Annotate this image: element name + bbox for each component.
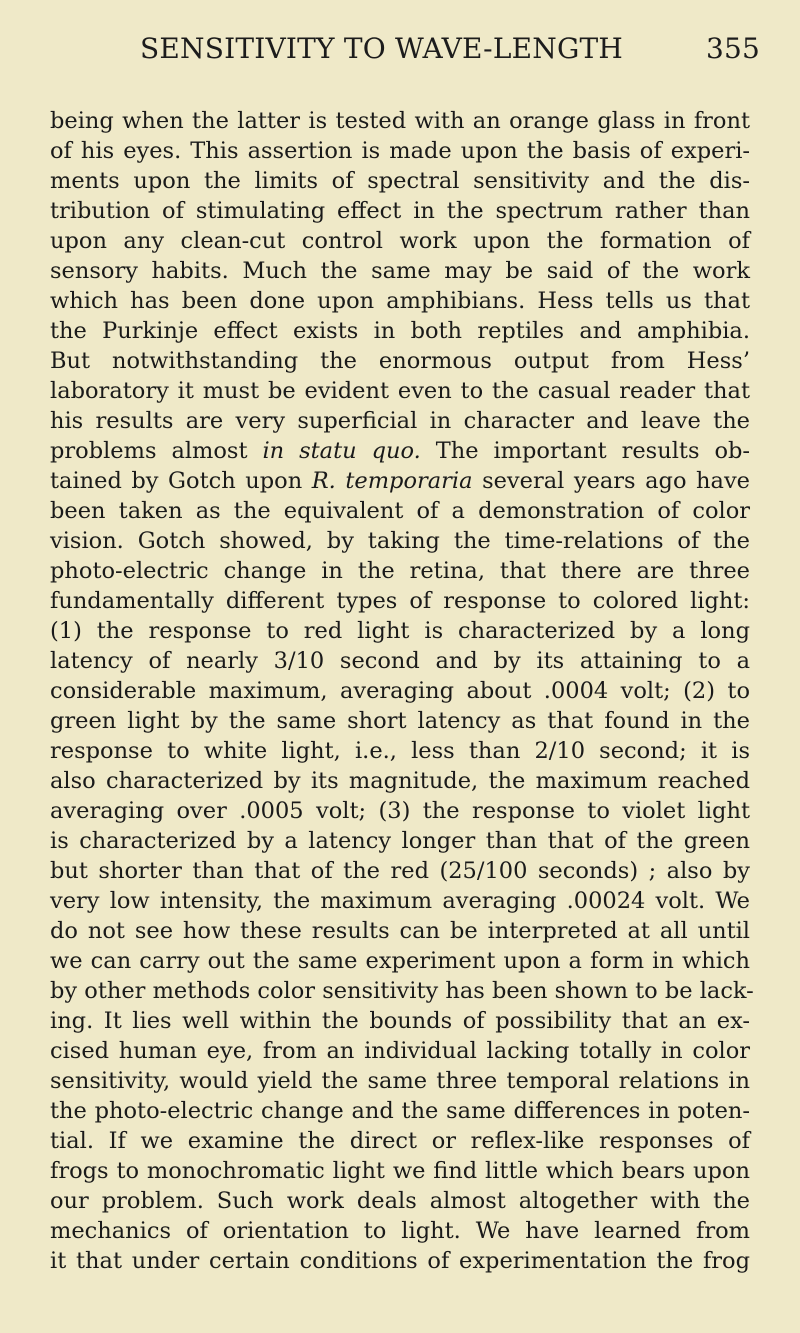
text-line: But notwithstanding the enormous output from Hess’ — [50, 348, 750, 374]
italic-phrase: in statu quo. — [262, 438, 421, 464]
text-line: mechanics of orientation to light. We have learned from — [50, 1218, 750, 1244]
text-line: but shorter than that of the red (25/100 seconds) ; also by — [50, 858, 750, 884]
text-line: averaging over .0005 volt; (3) the response to violet light — [50, 798, 750, 824]
text-line: his results are very superficial in character and leave the — [50, 408, 750, 434]
page-number: 355 — [705, 32, 760, 65]
text-line: (1) the response to red light is characterized by a long — [50, 618, 750, 644]
text-line: sensory habits. Much the same may be said of the work — [50, 258, 750, 284]
text-line: being when the latter is tested with an orange glass in front — [50, 108, 750, 134]
text-line: which has been done upon amphibians. Hess tells us that — [50, 288, 750, 314]
running-head — [140, 32, 780, 72]
text-line: laboratory it must be evident even to the casual reader that — [50, 378, 750, 404]
text-line: by other methods color sensitivity has been shown to be lack- — [50, 978, 754, 1004]
text-line: response to white light, i.e., less than 2/10 second; it is — [50, 738, 750, 764]
text-line: our problem. Such work deals almost altogether with the — [50, 1188, 750, 1214]
text-line: very low intensity, the maximum averaging .00024 volt. We — [50, 888, 750, 914]
text-line: sensitivity, would yield the same three temporal relations in — [50, 1068, 750, 1094]
text-line: photo-electric change in the retina, that there are three — [50, 558, 750, 584]
body-paragraph — [50, 106, 754, 1276]
text-line: we can carry out the same experiment upon a form in which — [50, 948, 750, 974]
text-line: ing. It lies well within the bounds of possibility that an ex- — [50, 1008, 750, 1034]
text-line: vision. Gotch showed, by taking the time-relations of the — [50, 528, 750, 554]
text-line: of his eyes. This assertion is made upon the basis of experi- — [50, 138, 750, 164]
text-line: the photo-electric change and the same differences in poten- — [50, 1098, 750, 1124]
text-line: latency of nearly 3/10 second and by its attaining to a — [50, 648, 750, 674]
text-line: problems almost in statu quo. The important results ob- — [50, 438, 750, 464]
text-line: upon any clean-cut control work upon the formation of — [50, 228, 750, 254]
text-line: frogs to monochromatic light we find little which bears upon — [50, 1158, 750, 1184]
italic-species-name: R. temporaria — [311, 468, 473, 494]
text-line: tribution of stimulating effect in the spectrum rather than — [50, 198, 750, 224]
text-line: is characterized by a latency longer than that of the green — [50, 828, 750, 854]
text-line: do not see how these results can be interpreted at all until — [50, 918, 750, 944]
text-line: considerable maximum, averaging about .0004 volt; (2) to — [50, 678, 750, 704]
text-line: cised human eye, from an individual lacking totally in color — [50, 1038, 750, 1064]
text-line: fundamentally different types of response to colored light: — [50, 588, 750, 614]
text-line: the Purkinje effect exists in both reptiles and amphibia. — [50, 318, 750, 344]
text-line: green light by the same short latency as that found in the — [50, 708, 750, 734]
text-line: it that under certain conditions of experimentation the frog — [50, 1248, 750, 1274]
text-line: tial. If we examine the direct or reflex-like responses of — [50, 1128, 750, 1154]
text-line: ments upon the limits of spectral sensitivity and the dis- — [50, 168, 750, 194]
running-head-title: SENSITIVITY TO WAVE-LENGTH — [140, 32, 624, 65]
text-line: also characterized by its magnitude, the maximum reached — [50, 768, 750, 794]
text-line: tained by Gotch upon R. temporaria several years ago have — [50, 468, 750, 494]
text-line: been taken as the equivalent of a demonstration of color — [50, 498, 750, 524]
